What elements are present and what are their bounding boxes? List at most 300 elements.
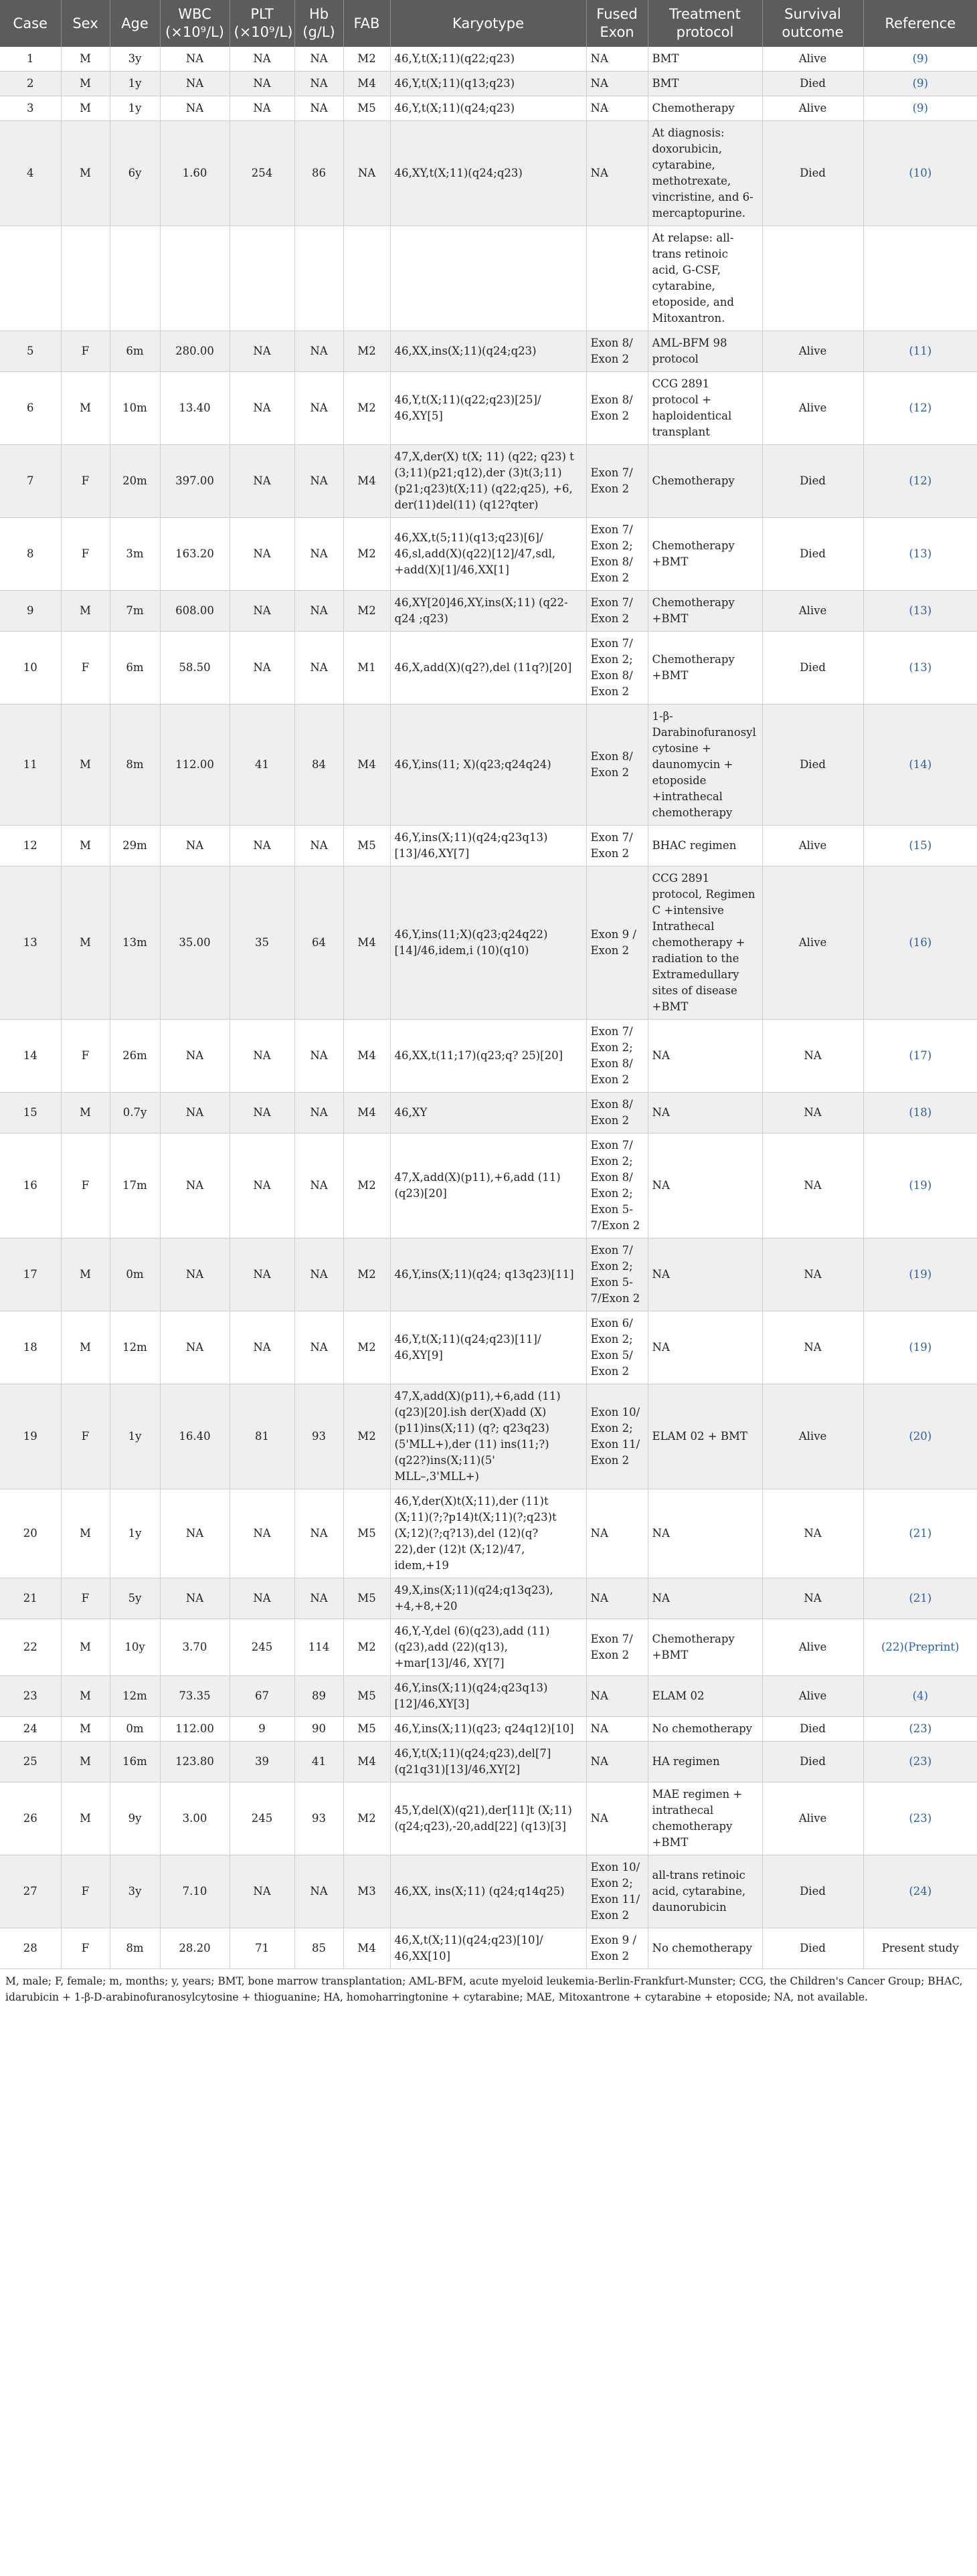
cell-case: 2 [0,72,61,96]
cell-reference[interactable]: (13) [863,518,977,591]
cell-survival: Died [762,445,863,518]
table-row [0,445,977,518]
cell-karyotype: 46,X,t(X;11)(q24;q23)[10]/ 46,XX[10] [390,1928,586,1969]
cell-fused-exon: Exon 8/ Exon 2 [586,1093,648,1133]
cell-plt: 35 [230,866,294,1020]
cell-treatment: Chemotherapy +BMT [648,632,762,705]
table-row [0,372,977,445]
cell-age: 1y [110,96,160,121]
cell-fused-exon: Exon 8/ Exon 2 [586,705,648,826]
table-body [0,47,977,1969]
cell-treatment: CCG 2891 protocol, Regimen C +intensive Intrathecal chemotherapy + radiation to the Extramedullary sites of disease +BMT [648,866,762,1020]
cell-sex: M [61,826,110,866]
cell-survival: Alive [762,866,863,1020]
table-footnote: M, male; F, female; m, months; y, years; BMT, bone marrow transplantation; AML-BFM, acute myeloid leukemia-Berlin-Frankfurt-Munster; CCG, the Children's Cancer Group; BHAC, idarubicin + 1-β-D-arabinofuranosylcytosine + thioguanine; HA, homoharringtonine + cytarabine; MAE, Mitoxantrone + cytarabine + etoposide; NA, not available. [5,1975,963,2003]
cell-hb: 90 [294,1717,343,1742]
table-row [0,1133,977,1238]
cell-treatment: BMT [648,72,762,96]
table-row [0,1384,977,1489]
cell-plt: 245 [230,1782,294,1855]
cell-wbc: 280.00 [160,331,230,372]
table-row [0,331,977,372]
cell-hb: 89 [294,1676,343,1717]
cell-age: 0.7y [110,1093,160,1133]
cell-sex: M [61,1676,110,1717]
cell-karyotype: 46,Y,-Y,del (6)(q23),add (11) (q23),add (22)(q13), +mar[13]/46, XY[7] [390,1619,586,1676]
cell-reference[interactable]: (12) [863,445,977,518]
cell-fab: M4 [343,866,390,1020]
cell-fab: M1 [343,632,390,705]
table-row [0,1717,977,1742]
cell-case: 16 [0,1133,61,1238]
header-plt: PLT (×10⁹/L) [230,0,294,47]
cell-treatment: At diagnosis: doxorubicin, cytarabine, methotrexate, vincristine, and 6-mercaptopurine. [648,121,762,226]
cell-survival: NA [762,1489,863,1578]
header-wbc: WBC (×10⁹/L) [160,0,230,47]
cell-fused-exon: Exon 7/ Exon 2 [586,826,648,866]
cell-reference[interactable]: (19) [863,1133,977,1238]
cell-age: 10m [110,372,160,445]
cell-reference[interactable]: (9) [863,96,977,121]
cell-wbc: 16.40 [160,1384,230,1489]
cell-karyotype: 46,Y,t(X;11)(q24;q23)[11]/ 46,XY[9] [390,1311,586,1384]
cell-plt: NA [230,1311,294,1384]
cell-case: 14 [0,1020,61,1093]
cell-fused-exon: Exon 7/ Exon 2 [586,591,648,632]
cell-wbc: 7.10 [160,1855,230,1928]
cell-reference[interactable]: (14) [863,705,977,826]
cell-plt: 39 [230,1742,294,1782]
cell-karyotype [390,226,586,331]
cell-reference[interactable]: (11) [863,331,977,372]
cell-reference[interactable]: (21) [863,1578,977,1619]
cell-survival: Alive [762,1676,863,1717]
cell-reference[interactable]: (16) [863,866,977,1020]
cell-reference[interactable]: (24) [863,1855,977,1928]
cell-case: 13 [0,866,61,1020]
cell-age: 8m [110,705,160,826]
cell-sex: M [61,1782,110,1855]
cell-sex: M [61,866,110,1020]
table-row [0,1928,977,1969]
cell-case: 10 [0,632,61,705]
cell-hb: NA [294,632,343,705]
cell-sex: M [61,1489,110,1578]
table-row [0,1238,977,1311]
cell-plt: NA [230,1489,294,1578]
cell-reference[interactable]: (18) [863,1093,977,1133]
cell-survival: Died [762,72,863,96]
cell-age: 3y [110,47,160,72]
cell-reference[interactable]: (13) [863,591,977,632]
cell-wbc: 73.35 [160,1676,230,1717]
cell-survival: Alive [762,826,863,866]
cell-wbc: NA [160,72,230,96]
header-treatment-protocol: Treatment protocol [648,0,762,47]
cell-fab: M4 [343,1928,390,1969]
cell-age: 9y [110,1782,160,1855]
cell-wbc: NA [160,1311,230,1384]
table-row [0,121,977,226]
cell-treatment: AML-BFM 98 protocol [648,331,762,372]
cell-case: 18 [0,1311,61,1384]
cell-survival: Died [762,1742,863,1782]
cell-reference[interactable]: (23) [863,1717,977,1742]
cell-karyotype: 46,Y,ins(11; X)(q23;q24q24) [390,705,586,826]
cell-fused-exon: Exon 7/ Exon 2 [586,445,648,518]
cell-wbc: NA [160,1020,230,1093]
cell-fused-exon: Exon 7/ Exon 2; Exon 8/ Exon 2 [586,518,648,591]
cell-sex [61,226,110,331]
cell-plt: NA [230,591,294,632]
cell-treatment: Chemotherapy [648,96,762,121]
cell-survival: Alive [762,1619,863,1676]
cell-reference[interactable]: (21) [863,1489,977,1578]
cell-treatment: BMT [648,47,762,72]
cell-survival: Died [762,1717,863,1742]
cell-survival: NA [762,1238,863,1311]
cell-reference[interactable]: (15) [863,826,977,866]
cell-wbc: 112.00 [160,705,230,826]
cell-karyotype: 46,XX,t(5;11)(q13;q23)[6]/ 46,sl,add(X)(q22)[12]/47,sdl, +add(X)[1]/46,XX[1] [390,518,586,591]
cell-fab: M4 [343,705,390,826]
header-karyotype: Karyotype [390,0,586,47]
cell-plt: 9 [230,1717,294,1742]
cell-fab: M2 [343,1782,390,1855]
cell-treatment: NA [648,1311,762,1384]
cell-case: 28 [0,1928,61,1969]
table-row [0,1782,977,1855]
cell-wbc: NA [160,1133,230,1238]
cell-treatment: BHAC regimen [648,826,762,866]
cell-fused-exon: NA [586,1489,648,1578]
cell-survival: Died [762,632,863,705]
cell-hb: NA [294,1020,343,1093]
cell-fused-exon: Exon 7/ Exon 2 [586,1619,648,1676]
cell-hb: 41 [294,1742,343,1782]
cell-reference[interactable]: (17) [863,1020,977,1093]
table-row [0,1855,977,1928]
cell-sex: M [61,591,110,632]
cell-reference[interactable]: Present study [863,1928,977,1969]
cell-wbc: 58.50 [160,632,230,705]
cell-sex: M [61,96,110,121]
cell-case: 3 [0,96,61,121]
cell-sex: M [61,72,110,96]
cell-plt [230,226,294,331]
cell-treatment: Chemotherapy +BMT [648,591,762,632]
cell-survival: Died [762,705,863,826]
cell-sex: F [61,1928,110,1969]
cell-plt: NA [230,1578,294,1619]
cell-case: 26 [0,1782,61,1855]
header-hb: Hb (g/L) [294,0,343,47]
cell-fused-exon: NA [586,47,648,72]
table-row [0,47,977,72]
table-row [0,1619,977,1676]
table-row [0,226,977,331]
cell-fab: M2 [343,1133,390,1238]
cell-fab: M2 [343,1311,390,1384]
cell-karyotype: 46,Y,ins(X;11)(q24;q23q13) [13]/46,XY[7] [390,826,586,866]
cell-hb: NA [294,372,343,445]
cell-case: 25 [0,1742,61,1782]
cell-karyotype: 46,X,add(X)(q2?),del (11q?)[20] [390,632,586,705]
cell-karyotype: 46,Y,ins(X;11)(q23; q24q12)[10] [390,1717,586,1742]
cell-reference[interactable]: (23) [863,1742,977,1782]
cell-plt: 245 [230,1619,294,1676]
cell-survival: Alive [762,1782,863,1855]
cell-plt: NA [230,47,294,72]
cell-case: 19 [0,1384,61,1489]
table-row [0,591,977,632]
cell-fused-exon: NA [586,1717,648,1742]
cell-fused-exon: Exon 8/ Exon 2 [586,372,648,445]
cell-fused-exon: Exon 9 / Exon 2 [586,1928,648,1969]
cell-case: 21 [0,1578,61,1619]
table-row [0,1578,977,1619]
cell-survival: Alive [762,591,863,632]
cell-karyotype: 47,X,add(X)(p11),+6,add (11) (q23)[20].ish der(X)add (X)(p11)ins(X;11) (q?; q23q23)(5'MLL+),der (11) ins(11;?)(q22?)ins(X;11)(5' MLL–,3'MLL+) [390,1384,586,1489]
cell-case: 17 [0,1238,61,1311]
table-row [0,1489,977,1578]
cell-reference[interactable]: (19) [863,1311,977,1384]
header-fused-exon: Fused Exon [586,0,648,47]
cell-age: 12m [110,1676,160,1717]
cell-fab: M2 [343,1238,390,1311]
cell-age: 29m [110,826,160,866]
cell-plt: NA [230,445,294,518]
cell-hb: NA [294,826,343,866]
cell-hb: 93 [294,1782,343,1855]
cell-karyotype: 46,Y,ins(11;X)(q23;q24q22) [14]/46,idem,i (10)(q10) [390,866,586,1020]
cell-karyotype: 46,Y,ins(X;11)(q24;q23q13) [12]/46,XY[3] [390,1676,586,1717]
cell-sex: M [61,1311,110,1384]
table-row [0,1676,977,1717]
cell-case: 15 [0,1093,61,1133]
cell-fused-exon: NA [586,72,648,96]
cell-sex: M [61,705,110,826]
cell-sex: F [61,1020,110,1093]
cell-plt: NA [230,1855,294,1928]
cell-fab: M4 [343,1093,390,1133]
cell-reference[interactable]: (10) [863,121,977,226]
cell-fused-exon: Exon 10/ Exon 2; Exon 11/ Exon 2 [586,1855,648,1928]
cell-sex: M [61,47,110,72]
cell-survival: Died [762,121,863,226]
cell-survival: Alive [762,47,863,72]
table-row [0,72,977,96]
cell-karyotype: 46,Y,t(X;11)(q24;q23) [390,96,586,121]
cell-fab: M2 [343,518,390,591]
cell-treatment: 1-β-Darabinofuranosylcytosine + daunomycin + etoposide +intrathecal chemotherapy [648,705,762,826]
cell-age: 20m [110,445,160,518]
cell-hb: 84 [294,705,343,826]
cell-age: 26m [110,1020,160,1093]
cell-age: 7m [110,591,160,632]
cell-reference[interactable]: (4) [863,1676,977,1717]
cell-karyotype: 46,Y,der(X)t(X;11),der (11)t (X;11)(?;?p14)t(X;11)(?;q23)t (X;12)(?;q?13),del (12)(q? 22),der (12)t (X;12)/47, idem,+19 [390,1489,586,1578]
cell-karyotype: 45,Y,del(X)(q21),der[11]t (X;11)(q24;q23),-20,add[22] (q13)[3] [390,1782,586,1855]
cell-sex: F [61,518,110,591]
table-row [0,1020,977,1093]
cell-plt: NA [230,632,294,705]
cell-reference[interactable]: (23) [863,1782,977,1855]
cell-wbc: NA [160,96,230,121]
cell-fab: NA [343,121,390,226]
cell-karyotype: 46,XX,t(11;17)(q23;q? 25)[20] [390,1020,586,1093]
cell-age: 6y [110,121,160,226]
cell-case: 22 [0,1619,61,1676]
cell-wbc [160,226,230,331]
cell-treatment: Chemotherapy +BMT [648,518,762,591]
cell-fab: M4 [343,72,390,96]
cell-fused-exon: NA [586,96,648,121]
cell-sex: F [61,1578,110,1619]
cell-plt: NA [230,1020,294,1093]
table-row [0,1093,977,1133]
cell-reference[interactable]: (20) [863,1384,977,1489]
cell-sex: M [61,372,110,445]
cell-hb: 64 [294,866,343,1020]
cell-age: 3m [110,518,160,591]
header-age: Age [110,0,160,47]
cell-treatment: NA [648,1489,762,1578]
cell-age: 5y [110,1578,160,1619]
cell-age: 1y [110,72,160,96]
cell-survival [762,226,863,331]
cell-treatment: ELAM 02 [648,1676,762,1717]
cell-plt: NA [230,1133,294,1238]
cell-wbc: 397.00 [160,445,230,518]
cell-case: 6 [0,372,61,445]
header-row [0,0,977,47]
cell-plt: 81 [230,1384,294,1489]
cell-case: 8 [0,518,61,591]
cell-case: 24 [0,1717,61,1742]
cell-sex: M [61,1238,110,1311]
table-row [0,1311,977,1384]
cell-plt: NA [230,331,294,372]
cell-wbc: NA [160,47,230,72]
cell-survival: Alive [762,331,863,372]
cell-karyotype: 46,Y,t(X;11)(q22;q23)[25]/ 46,XY[5] [390,372,586,445]
cell-treatment: NA [648,1578,762,1619]
cell-case: 27 [0,1855,61,1928]
table-row [0,518,977,591]
cell-survival: Alive [762,96,863,121]
header-survival-outcome: Survival outcome [762,0,863,47]
cell-fab: M2 [343,47,390,72]
cell-wbc: 3.00 [160,1782,230,1855]
cell-wbc: NA [160,1578,230,1619]
cell-karyotype: 47,X,add(X)(p11),+6,add (11) (q23)[20] [390,1133,586,1238]
cell-fused-exon: Exon 7/ Exon 2; Exon 8/ Exon 2; Exon 5-7/Exon 2 [586,1133,648,1238]
cell-hb: 114 [294,1619,343,1676]
cell-age: 10y [110,1619,160,1676]
cell-reference[interactable]: (9) [863,72,977,96]
cell-sex: M [61,1619,110,1676]
cell-reference[interactable]: (22)(Preprint) [863,1619,977,1676]
cell-fused-exon: Exon 7/ Exon 2; Exon 5-7/Exon 2 [586,1238,648,1311]
cell-reference[interactable]: (12) [863,372,977,445]
cell-karyotype: 46,Y,ins(X;11)(q24; q13q23)[11] [390,1238,586,1311]
cell-case [0,226,61,331]
table-header [0,0,977,47]
cell-karyotype: 46,XY [390,1093,586,1133]
cell-fused-exon: NA [586,1578,648,1619]
cell-fused-exon: Exon 7/ Exon 2; Exon 8/ Exon 2 [586,1020,648,1093]
cell-fab: M2 [343,1384,390,1489]
cell-sex: M [61,1093,110,1133]
cell-treatment: No chemotherapy [648,1928,762,1969]
cell-hb: NA [294,1093,343,1133]
cell-reference[interactable]: (9) [863,47,977,72]
cell-reference[interactable]: (13) [863,632,977,705]
cell-hb: NA [294,72,343,96]
cell-survival: Died [762,1855,863,1928]
cell-hb: NA [294,1855,343,1928]
cell-fab: M2 [343,1619,390,1676]
cell-reference [863,226,977,331]
cell-sex: F [61,1133,110,1238]
cell-wbc: 123.80 [160,1742,230,1782]
cell-case: 12 [0,826,61,866]
cell-sex: M [61,121,110,226]
cell-fab: M4 [343,1020,390,1093]
cell-plt: NA [230,96,294,121]
header-reference: Reference [863,0,977,47]
cell-wbc: 112.00 [160,1717,230,1742]
cell-survival: NA [762,1311,863,1384]
cell-karyotype: 46,Y,t(X;11)(q24;q23),del[7] (q21q31)[13]/46,XY[2] [390,1742,586,1782]
cell-plt: NA [230,72,294,96]
cell-survival: Alive [762,372,863,445]
cell-reference[interactable]: (19) [863,1238,977,1311]
cell-wbc: 28.20 [160,1928,230,1969]
cell-fab: M4 [343,1742,390,1782]
cell-hb: NA [294,1133,343,1238]
cell-fab: M2 [343,331,390,372]
cell-fab: M5 [343,1717,390,1742]
cell-case: 1 [0,47,61,72]
cell-fused-exon: Exon 8/ Exon 2 [586,331,648,372]
cell-fab: M3 [343,1855,390,1928]
cell-hb: NA [294,445,343,518]
cell-wbc: 608.00 [160,591,230,632]
cell-wbc: NA [160,1489,230,1578]
cell-treatment: At relapse: all-trans retinoic acid, G-CSF, cytarabine, etoposide, and Mitoxantron. [648,226,762,331]
cell-hb: NA [294,1311,343,1384]
cell-wbc: NA [160,1093,230,1133]
cell-wbc: 35.00 [160,866,230,1020]
cell-treatment: NA [648,1093,762,1133]
cell-fused-exon: Exon 10/ Exon 2; Exon 11/ Exon 2 [586,1384,648,1489]
cell-age: 16m [110,1742,160,1782]
cell-sex: F [61,632,110,705]
cell-age: 13m [110,866,160,1020]
cell-hb: NA [294,591,343,632]
cell-treatment: Chemotherapy +BMT [648,1619,762,1676]
cell-fused-exon: Exon 9 / Exon 2 [586,866,648,1020]
cell-case: 9 [0,591,61,632]
cell-treatment: NA [648,1238,762,1311]
cell-survival: NA [762,1578,863,1619]
cell-survival: Died [762,1928,863,1969]
cell-age: 17m [110,1133,160,1238]
cell-fab: M4 [343,445,390,518]
cell-age: 0m [110,1717,160,1742]
